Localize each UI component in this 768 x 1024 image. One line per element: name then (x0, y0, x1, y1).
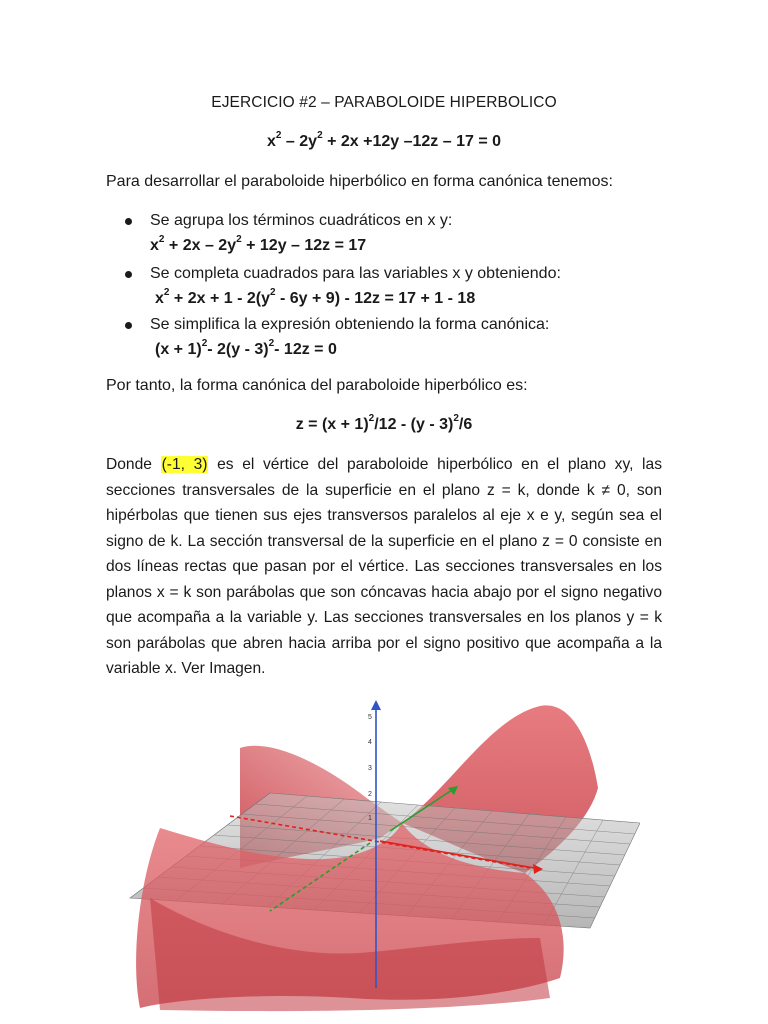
bullet-text: Se completa cuadrados para las variables x y obteniendo: (150, 265, 561, 282)
therefore-text: Por tanto, la forma canónica del paraboloide hiperbólico es: (106, 377, 528, 394)
z-tick-label: 4 (368, 739, 372, 746)
bullet-equation: $x^2 + 2x + 1 - 2(y^2 - 6y + 9) - 12z = 17 + 1 - 18$ (155, 286, 476, 307)
paraboloid-figure (120, 698, 640, 1016)
bullet-equation: $x^2 + 2x - 2y^2 + 12y - 12z = 17$ (150, 233, 367, 254)
intro-text: Para desarrollar el paraboloide hiperbólico en forma canónica tenemos: (106, 173, 613, 190)
z-tick-label: 1 (368, 815, 372, 822)
z-tick-label: 5 (368, 714, 372, 721)
explanation-paragraph: Donde (-1, 3) es el vértice del paraboloide hiperbólico en el plano xy, las secciones transversales de la superficie en el plano z = k, donde k ≠ 0, son hipérbolas que tienen sus ejes transversos paralelos al eje x e y, según sea el signo de k. La sección transversal de la superficie en el plano z = 0 consiste en dos líneas rectas que pasan por el vértice. Las secciones transversales en los planos x = k son parábolas que son cóncavas hacia abajo por el signo negativo que acompaña a la variable y. Las secciones transversales en los planos y = k son parábolas que abren hacia arriba por el signo positivo que acompaña a la variable x. Ver Imagen. (106, 456, 662, 677)
bullet-text: Se agrupa los términos cuadráticos en x y: (150, 212, 453, 229)
canonical-equation: $z = (x + 1)^2/12 - (y - 3)^2/6$ (295, 412, 473, 433)
vertex-highlight: (-1, 3) (161, 456, 208, 473)
exercise-title: EJERCICIO #2 – PARABOLOIDE HIPERBOLICO (211, 94, 557, 111)
bullet-equation: $(x + 1)^2-$ 2(y - 3)$^2$- 12z = 0 (155, 337, 337, 358)
z-tick-label: 3 (368, 765, 372, 772)
paraboloid-3d-plot (120, 698, 640, 1016)
z-tick-label: 2 (368, 791, 372, 798)
bullet-text: Se simplifica la expresión obteniendo la forma canónica: (150, 316, 550, 333)
main-equation: $x^2 - 2y^2 + 2x +12y$ –12z – 17 = 0 (267, 129, 501, 150)
